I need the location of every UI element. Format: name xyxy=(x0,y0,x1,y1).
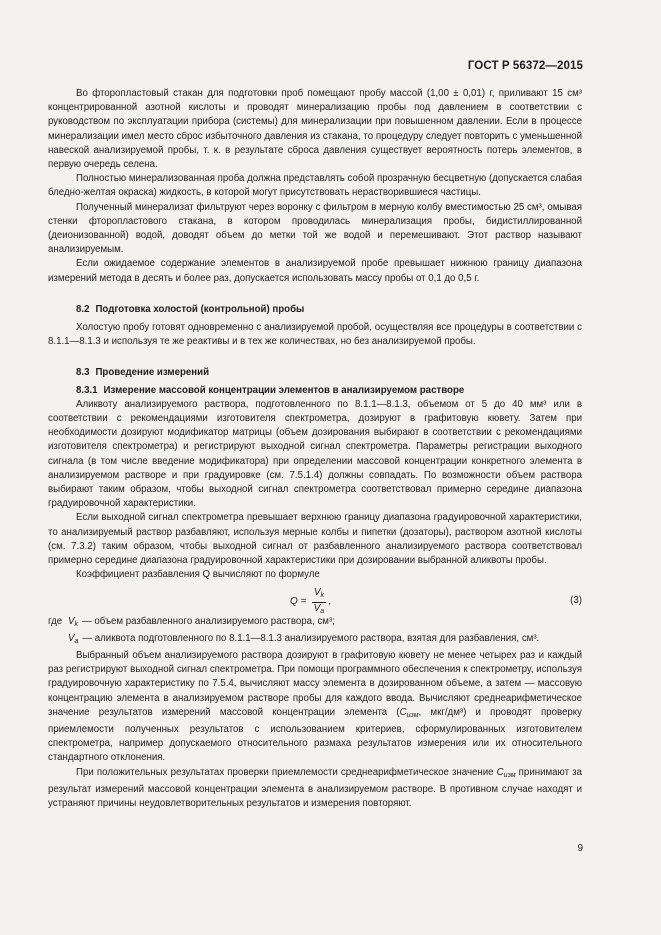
page-body xyxy=(48,87,582,811)
legend-item: где $V_k$ — объем разбавленного анализируемого раствора, см³; xyxy=(48,615,335,628)
section-title: Подготовка холостой (контрольной) пробы xyxy=(95,303,305,315)
formula-legend xyxy=(48,615,582,649)
section-8-2-heading xyxy=(76,303,582,317)
paragraph-sample-appearance: Полностью минерализованная проба должна представлять собой прозрачную бесцветную (допускается слабая бледно-желтая окраска) жидкость, в которой могут присутствовать нерастворившиеся частицы. xyxy=(48,173,582,199)
formula-fraction xyxy=(312,587,327,618)
paragraph-filtration: Полученный минерализат фильтруют через воронку с фильтром в мерную колбу вместимостью 25 см³, омывая стенки фторопластового стакана, в котором проводилась минерализация пробы, бидистиллированной (деионизованной) водой, доводят объем до метки той же водой и перемешивают. Этот раствор называют анализируемым. xyxy=(48,201,582,256)
section-8-3-heading xyxy=(76,366,582,380)
section-number: 8.2 xyxy=(76,303,90,315)
formula-tail: , xyxy=(328,595,331,607)
fraction-numerator: $V_k$ xyxy=(312,587,326,603)
subsection-number: 8.3.1 xyxy=(76,384,98,396)
formula-number: (3) xyxy=(570,594,582,606)
paragraph-dilution: Если выходной сигнал спектрометра превышает верхнюю границу диапазона градуировочной характеристики, то анализируемый раствор разбавляют, используя мерные колбы и пипетки (дозаторы), раствором азотной кислоты (см. 7.3.2) таким образом, чтобы выходной сигнал от разбавленного анализируемого раствора соответствовал примерно середине диапазона градуировочной характеристики при дозировании выбранной аликвоты пробы. xyxy=(48,512,582,567)
formula-equals: = xyxy=(300,595,307,607)
paragraph-formula-intro: Коэффициент разбавления Q вычисляют по формуле xyxy=(76,569,320,581)
paragraph-aliquot: Аликвоту анализируемого раствора, подготовленного по 8.1.1—8.1.3, объемом от 5 до 40 мм³ или в соответствии с рекомендациями изготовителя спектрометра, дозируют в графитовую кювету. Затем при необходимости дозируют модификатор матрицы (объем дозирования выбирают в соответствии с рекомендациями изготовителя спектрометра) и регистрируют выходной сигнал спектрометра. Параметры регистрации выходного сигнала (в том числе введение модификатора) при определении массовой концентрации конкретного элемента в анализируемом растворе и при градуировке (см. 7.5.1.4) должны совпадать. По возможности объем раствора выбирают таким образом, чтобы выходной сигнал спектрометра соответствовал примерно середине диапазона градуировочной характеристики. xyxy=(48,398,582,510)
paragraph-result: При положительных результатах проверки приемлемости среднеарифметическое значение $C_{изм}$ принимают за результат измерений массовой концентрации элемента в анализируемом растворе. В противном случае находят и устраняют причины неудовлетворительных результатов и измерения повторяют. xyxy=(48,766,582,809)
fraction-denominator: $V_a$ xyxy=(313,602,325,615)
standard-header: ГОСТ Р 56372—2015 xyxy=(467,60,583,72)
formula-lhs: Q xyxy=(290,595,298,607)
paragraph-blank-sample: Холостую пробу готовят одновременно с анализируемой пробой, осуществляя все процедуры в соответствии с 8.1.1—8.1.3 и используя те же реактивы и в тех же количествах, но без анализируемой пробы. xyxy=(48,322,582,348)
paragraph-measurement: Выбранный объем анализируемого раствора дозируют в графитовую кювету не менее четырех раз и каждый раз регистрируют выходной сигнал спектрометра. При помощи программного обеспечения к спектрометру, используя градуировочную характеристику по 7.5.4, вычисляют массу элемента в дозированном объеме, а затем — массовую концентрацию элемента в анализируемом растворе пробы для каждого ввода. Вычисляют среднеарифметическое значение результатов измерений массовой концентрации элемента ($C_{изм}$, мкг/дм³) и проводят проверку приемлемости полученных результатов с использованием критериев, сформулированных изготовителем спектрометра, например допускаемого относительного размаха результатов измерения или их относительного стандартного отклонения. xyxy=(48,649,582,764)
page-number: 9 xyxy=(577,843,583,854)
section-8-3-1-heading xyxy=(76,384,582,398)
section-title: Проведение измерений xyxy=(95,367,210,379)
formula-expression xyxy=(290,587,331,618)
section-number: 8.3 xyxy=(76,367,90,379)
paragraph-mineralization: Во фторопластовый стакан для подготовки проб помещают пробу массой (1,00 ± 0,01) г, приливают 15 см³ концентрированной азотной кислоты и проводят минерализацию пробы под давлением в соответствии с руководством по эксплуатации прибора (системы) для минерализации при повышенном давлении. Если в процессе минерализации имел место сброс избыточного давления из стакана, то процедуру следует повторить с уменьшенной навеской анализируемой пробы, т. к. в результате сброса давления существует вероятность потерь элементов, в первую очередь селена. xyxy=(48,88,582,171)
formula-3 xyxy=(48,585,582,615)
legend-item: $V_a$ — аликвота подготовленного по 8.1.1—8.1.3 анализируемого раствора, взятая для разбавления, см³. xyxy=(68,632,540,645)
paragraph-sample-mass: Если ожидаемое содержание элементов в анализируемой пробе превышает нижнюю границу диапазона измерений метода в десять и более раз, допускается использовать массу пробы от 0,1 до 0,5 г. xyxy=(48,258,582,284)
subsection-title: Измерение массовой концентрации элементов в анализируемом растворе xyxy=(103,384,465,396)
